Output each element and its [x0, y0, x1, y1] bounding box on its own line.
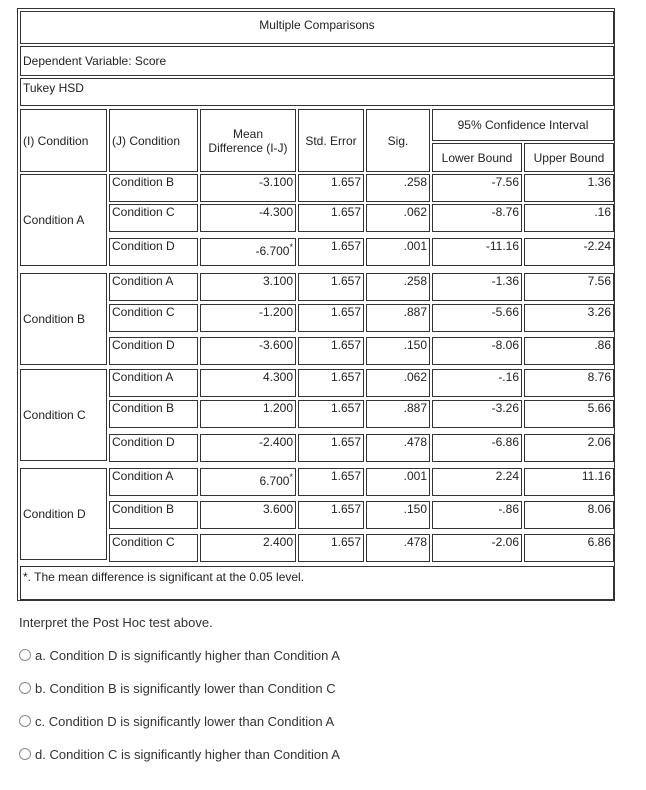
mean-value: -2.400 — [258, 435, 293, 449]
i-condition-cell: Condition C — [20, 369, 107, 461]
mean-value: 1.200 — [262, 401, 293, 415]
upper-bound-cell: .16 — [524, 204, 614, 232]
header-std-error: Std. Error — [298, 109, 364, 172]
mean-difference-cell — [200, 534, 296, 562]
lower-bound-cell: -7.56 — [432, 174, 522, 202]
j-condition-cell: Condition B — [109, 501, 198, 529]
header-mean-line1: Mean — [232, 126, 263, 141]
radio-button[interactable] — [19, 715, 31, 727]
upper-bound-cell: 2.06 — [524, 434, 614, 462]
upper-bound-cell: 6.86 — [524, 534, 614, 562]
upper-bound-cell: 11.16 — [524, 468, 614, 496]
j-condition-cell: Condition B — [109, 400, 198, 428]
mean-value: 2.400 — [262, 535, 293, 549]
std-error-cell: 1.657 — [298, 400, 364, 428]
mean-difference-cell — [200, 337, 296, 365]
i-condition-cell: Condition A — [20, 174, 107, 266]
sig-cell: .001 — [366, 238, 430, 266]
radio-button[interactable] — [19, 748, 31, 760]
mean-difference-cell — [200, 174, 296, 202]
mean-difference-cell — [200, 501, 296, 529]
answer-option-label: b. Condition B is significantly lower than Condition C — [35, 680, 336, 696]
radio-button[interactable] — [19, 649, 31, 661]
j-condition-cell: Condition C — [109, 304, 198, 332]
lower-bound-cell: -8.06 — [432, 337, 522, 365]
mean-difference-cell — [200, 238, 296, 266]
mean-value: 3.100 — [262, 274, 293, 288]
lower-bound-cell: -5.66 — [432, 304, 522, 332]
mean-value: -4.300 — [258, 205, 293, 219]
upper-bound-cell: 8.76 — [524, 369, 614, 397]
std-error-cell: 1.657 — [298, 304, 364, 332]
lower-bound-cell: -.16 — [432, 369, 522, 397]
mean-value: -3.600 — [258, 338, 293, 352]
sig-cell: .001 — [366, 468, 430, 496]
std-error-cell: 1.657 — [298, 273, 364, 301]
mean-value: -3.100 — [258, 175, 293, 189]
answer-option[interactable] — [19, 646, 340, 664]
header-mean-line2: Difference (I-J) — [208, 140, 288, 155]
std-error-cell: 1.657 — [298, 174, 364, 202]
lower-bound-cell: 2.24 — [432, 468, 522, 496]
lower-bound-cell: -.86 — [432, 501, 522, 529]
mean-value: 4.300 — [262, 370, 293, 384]
mean-difference-cell — [200, 304, 296, 332]
sig-cell: .478 — [366, 434, 430, 462]
header-mean-difference — [200, 109, 296, 172]
std-error-cell: 1.657 — [298, 337, 364, 365]
upper-bound-cell: 7.56 — [524, 273, 614, 301]
question-prompt: Interpret the Post Hoc test above. — [19, 615, 213, 630]
sig-cell: .062 — [366, 204, 430, 232]
j-condition-cell: Condition C — [109, 204, 198, 232]
j-condition-cell: Condition D — [109, 337, 198, 365]
method-label: Tukey HSD — [20, 78, 614, 106]
upper-bound-cell: -2.24 — [524, 238, 614, 266]
lower-bound-cell: -11.16 — [432, 238, 522, 266]
upper-bound-cell: 3.26 — [524, 304, 614, 332]
mean-difference-cell — [200, 204, 296, 232]
upper-bound-cell: 5.66 — [524, 400, 614, 428]
multiple-comparisons-table — [17, 8, 615, 601]
radio-button[interactable] — [19, 682, 31, 694]
lower-bound-cell: -6.86 — [432, 434, 522, 462]
std-error-cell: 1.657 — [298, 501, 364, 529]
sig-cell: .258 — [366, 273, 430, 301]
answer-option-label: d. Condition C is significantly higher than Condition A — [35, 746, 340, 762]
significance-star: * — [289, 242, 293, 252]
lower-bound-cell: -8.76 — [432, 204, 522, 232]
std-error-cell: 1.657 — [298, 238, 364, 266]
sig-cell: .887 — [366, 304, 430, 332]
sig-cell: .258 — [366, 174, 430, 202]
j-condition-cell: Condition D — [109, 434, 198, 462]
header-j-condition: (J) Condition — [109, 109, 198, 172]
mean-value: 3.600 — [262, 502, 293, 516]
lower-bound-cell: -2.06 — [432, 534, 522, 562]
table-title: Multiple Comparisons — [20, 11, 614, 44]
std-error-cell: 1.657 — [298, 434, 364, 462]
lower-bound-cell: -1.36 — [432, 273, 522, 301]
i-condition-cell: Condition B — [20, 273, 107, 365]
sig-cell: .478 — [366, 534, 430, 562]
answer-option[interactable] — [19, 712, 334, 730]
mean-difference-cell — [200, 369, 296, 397]
header-lower-bound: Lower Bound — [432, 143, 522, 172]
mean-value: 6.700 — [259, 474, 290, 488]
mean-value: -1.200 — [258, 305, 293, 319]
sig-cell: .150 — [366, 337, 430, 365]
upper-bound-cell: .86 — [524, 337, 614, 365]
mean-difference-cell — [200, 434, 296, 462]
answer-option[interactable] — [19, 745, 340, 763]
j-condition-cell: Condition A — [109, 468, 198, 496]
upper-bound-cell: 1.36 — [524, 174, 614, 202]
mean-difference-cell — [200, 468, 296, 496]
mean-value: -6.700 — [255, 244, 290, 258]
header-upper-bound: Upper Bound — [524, 143, 614, 172]
std-error-cell: 1.657 — [298, 369, 364, 397]
std-error-cell: 1.657 — [298, 204, 364, 232]
mean-difference-cell — [200, 273, 296, 301]
answer-option-label: a. Condition D is significantly higher than Condition A — [35, 647, 340, 663]
header-sig: Sig. — [366, 109, 430, 172]
i-condition-cell: Condition D — [20, 468, 107, 560]
significance-star: * — [289, 472, 293, 482]
j-condition-cell: Condition A — [109, 273, 198, 301]
j-condition-cell: Condition C — [109, 534, 198, 562]
upper-bound-cell: 8.06 — [524, 501, 614, 529]
header-ci: 95% Confidence Interval — [432, 109, 614, 141]
std-error-cell: 1.657 — [298, 468, 364, 496]
footnote: *. The mean difference is significant at the 0.05 level. — [20, 566, 614, 600]
header-i-condition: (I) Condition — [20, 109, 107, 172]
answer-option-label: c. Condition D is significantly lower than Condition A — [35, 713, 335, 729]
sig-cell: .062 — [366, 369, 430, 397]
dependent-variable: Dependent Variable: Score — [20, 46, 614, 76]
answer-option[interactable] — [19, 679, 336, 697]
sig-cell: .150 — [366, 501, 430, 529]
sig-cell: .887 — [366, 400, 430, 428]
j-condition-cell: Condition B — [109, 174, 198, 202]
mean-difference-cell — [200, 400, 296, 428]
j-condition-cell: Condition A — [109, 369, 198, 397]
std-error-cell: 1.657 — [298, 534, 364, 562]
lower-bound-cell: -3.26 — [432, 400, 522, 428]
j-condition-cell: Condition D — [109, 238, 198, 266]
